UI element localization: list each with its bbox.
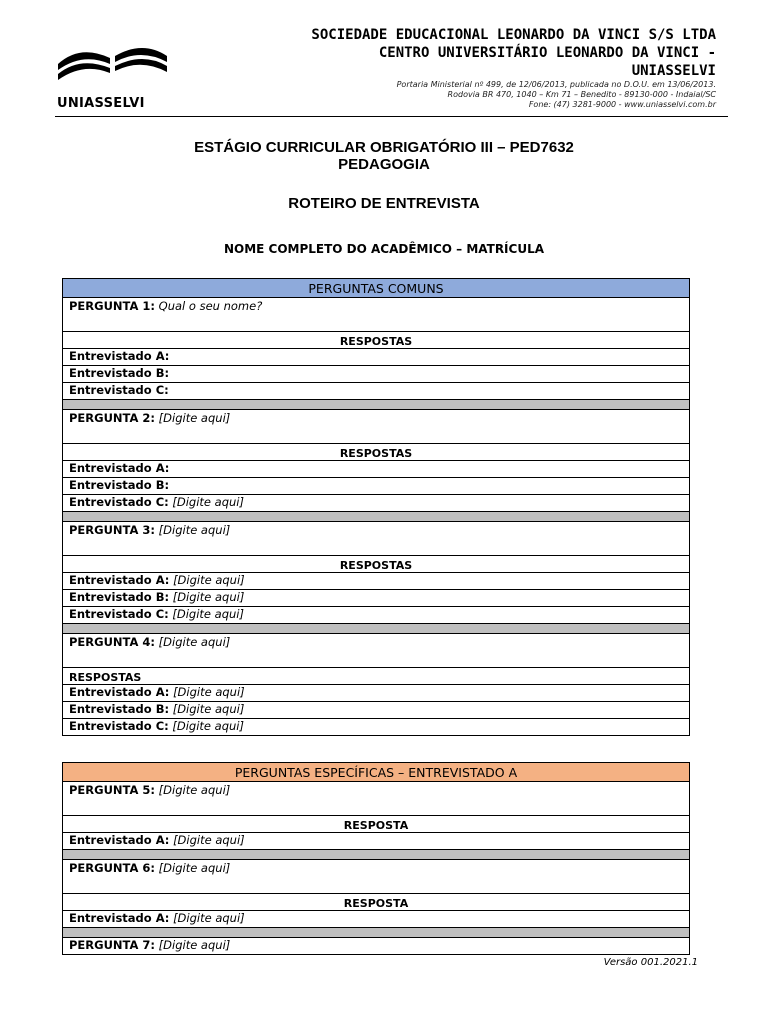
answer-3c[interactable] <box>63 607 690 624</box>
q7-text: [Digite aqui] <box>158 938 231 952</box>
uniasselvi-logo <box>55 42 170 112</box>
student-name-field[interactable]: NOME COMPLETO DO ACADÊMICO – MATRÍCULA <box>223 242 545 256</box>
document-title: ROTEIRO DE ENTREVISTA <box>288 195 480 212</box>
q3-label: PERGUNTA 3: <box>69 523 155 537</box>
separator <box>63 850 690 860</box>
ent-c-label: Entrevistado C: <box>69 383 169 397</box>
q5-text: [Digite aqui] <box>158 783 231 797</box>
logo-text: UNIASSELVI <box>57 96 145 111</box>
answers-heading: RESPOSTAS <box>63 444 690 461</box>
answer-4c[interactable] <box>63 719 690 736</box>
question-2[interactable] <box>63 410 690 444</box>
ent-b-label: Entrevistado B: <box>69 478 170 492</box>
ent-c-label: Entrevistado C: <box>69 719 169 733</box>
q4-text: [Digite aqui] <box>158 635 231 649</box>
portaria-text: Portaria Ministerial nº 499, de 12/06/2013, publicada no D.O.U. em 13/06/2013. <box>396 80 716 89</box>
placeholder: [Digite aqui] <box>172 495 244 509</box>
answer-6a[interactable] <box>63 911 690 928</box>
answer-2a[interactable] <box>63 461 690 478</box>
specific-questions-table <box>62 762 690 955</box>
answer-heading: RESPOSTA <box>63 894 690 911</box>
course-code: ESTÁGIO CURRICULAR OBRIGATÓRIO III – PED7632 <box>194 139 574 156</box>
ent-b-label: Entrevistado B: <box>69 702 170 716</box>
answer-heading: RESPOSTA <box>63 816 690 833</box>
ent-c-label: Entrevistado C: <box>69 607 169 621</box>
answer-3b[interactable] <box>63 590 690 607</box>
specific-heading: PERGUNTAS ESPECÍFICAS – ENTREVISTADO A <box>63 763 690 782</box>
ent-a-label: Entrevistado A: <box>69 685 170 699</box>
question-3[interactable] <box>63 522 690 556</box>
course-title <box>0 139 768 173</box>
book-wings-icon <box>55 42 170 82</box>
q3-text: [Digite aqui] <box>158 523 231 537</box>
question-4[interactable] <box>63 634 690 668</box>
q2-text: [Digite aqui] <box>158 411 231 425</box>
placeholder: [Digite aqui] <box>172 719 244 733</box>
ent-a-label: Entrevistado A: <box>69 911 170 925</box>
placeholder: [Digite aqui] <box>172 702 245 716</box>
course-name: PEDAGOGIA <box>338 156 430 173</box>
answers-heading: RESPOSTAS <box>63 332 690 349</box>
institution-center: CENTRO UNIVERSITÁRIO LEONARDO DA VINCI - <box>378 45 716 61</box>
q5-label: PERGUNTA 5: <box>69 783 155 797</box>
ent-a-label: Entrevistado A: <box>69 573 170 587</box>
ent-c-label: Entrevistado C: <box>69 495 169 509</box>
contact-text: Fone: (47) 3281-9000 - www.uniasselvi.com.br <box>528 100 716 109</box>
question-1[interactable] <box>63 298 690 332</box>
q7-label: PERGUNTA 7: <box>69 938 155 952</box>
ent-b-label: Entrevistado B: <box>69 590 170 604</box>
placeholder: [Digite aqui] <box>173 685 245 699</box>
institution-short: UNIASSELVI <box>631 63 716 79</box>
q1-label: PERGUNTA 1: <box>69 299 155 313</box>
answer-4b[interactable] <box>63 702 690 719</box>
common-questions-table <box>62 278 690 736</box>
answer-1a[interactable] <box>63 349 690 366</box>
answer-2b[interactable] <box>63 478 690 495</box>
letterhead <box>55 26 728 117</box>
q4-label: PERGUNTA 4: <box>69 635 155 649</box>
question-7[interactable] <box>63 938 690 955</box>
answers-heading: RESPOSTAS <box>63 668 690 685</box>
ent-a-label: Entrevistado A: <box>69 833 170 847</box>
separator <box>63 400 690 410</box>
institution-name: SOCIEDADE EDUCACIONAL LEONARDO DA VINCI S/S LTDA <box>311 27 716 43</box>
q6-text: [Digite aqui] <box>158 861 231 875</box>
placeholder: [Digite aqui] <box>173 911 245 925</box>
ent-b-label: Entrevistado B: <box>69 366 170 380</box>
ent-a-label: Entrevistado A: <box>69 461 170 475</box>
answer-1c[interactable] <box>63 383 690 400</box>
placeholder: [Digite aqui] <box>172 607 244 621</box>
common-heading: PERGUNTAS COMUNS <box>63 279 690 298</box>
answer-3a[interactable] <box>63 573 690 590</box>
answer-2c[interactable] <box>63 495 690 512</box>
separator <box>63 624 690 634</box>
q1-text: Qual o seu nome? <box>158 299 263 313</box>
separator <box>63 512 690 522</box>
q6-label: PERGUNTA 6: <box>69 861 155 875</box>
answer-4a[interactable] <box>63 685 690 702</box>
answers-heading: RESPOSTAS <box>63 556 690 573</box>
q2-label: PERGUNTA 2: <box>69 411 155 425</box>
institution-block <box>311 26 716 110</box>
answer-5a[interactable] <box>63 833 690 850</box>
separator <box>63 928 690 938</box>
answer-1b[interactable] <box>63 366 690 383</box>
version-label: Versão 001.2021.1 <box>603 957 698 968</box>
address-text: Rodovia BR 470, 1040 – Km 71 – Benedito - 89130-000 - Indaial/SC <box>447 90 716 99</box>
ent-a-label: Entrevistado A: <box>69 349 170 363</box>
placeholder: [Digite aqui] <box>172 590 245 604</box>
question-6[interactable] <box>63 860 690 894</box>
question-5[interactable] <box>63 782 690 816</box>
placeholder: [Digite aqui] <box>173 833 245 847</box>
placeholder: [Digite aqui] <box>173 573 245 587</box>
